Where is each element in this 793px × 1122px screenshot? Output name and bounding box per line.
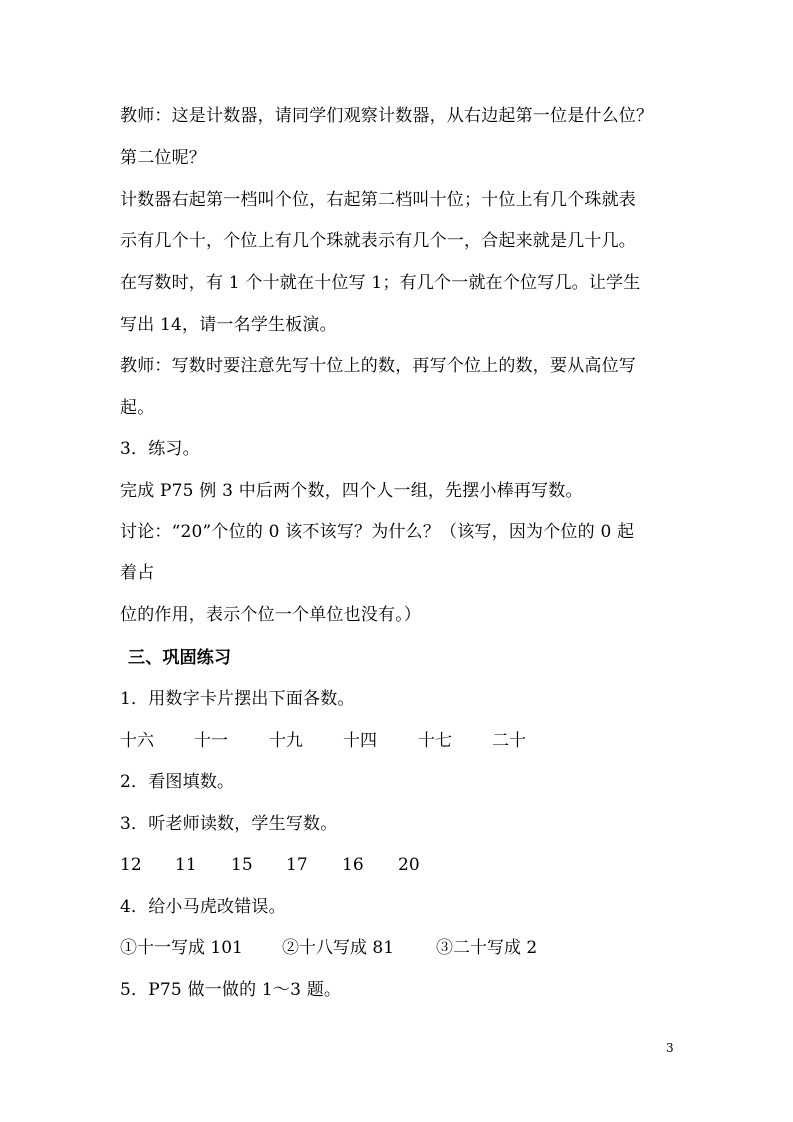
number-word: 十一 bbox=[194, 731, 228, 751]
exercise-item-5: 5．P75 做一做的 1～3 题。 bbox=[120, 980, 342, 1000]
paragraph-line-11: 讨论：“20”个位的 0 该不该写？为什么？（该写，因为个位的 0 起 bbox=[120, 522, 635, 542]
number-value: 16 bbox=[342, 855, 364, 875]
number-word: 十九 bbox=[269, 731, 303, 751]
number-value: 17 bbox=[286, 855, 308, 875]
paragraph-line-6: 写出 14，请一名学生板演。 bbox=[120, 315, 337, 335]
number-value: 12 bbox=[120, 855, 142, 875]
paragraph-line-10: 完成 P75 例 3 中后两个数，四个人一组，先摆小棒再写数。 bbox=[120, 481, 583, 501]
exercise-item-3: 3．听老师读数，学生写数。 bbox=[120, 814, 338, 834]
number-word: 二十 bbox=[492, 731, 526, 751]
numbers-row bbox=[120, 853, 440, 877]
correction-item: ②十八写成 81 bbox=[282, 938, 395, 958]
number-word: 十七 bbox=[418, 731, 452, 751]
number-value: 11 bbox=[175, 855, 197, 875]
section-heading: 三、巩固练习 bbox=[128, 648, 232, 668]
paragraph-line-12: 着占 bbox=[120, 563, 155, 583]
paragraph-line-4: 示有几个十，个位上有几个珠就表示有几个一，合起来就是几十几。 bbox=[120, 231, 636, 251]
paragraph-line-7: 教师：写数时要注意先写十位上的数，再写个位上的数，要从高位写 bbox=[120, 356, 636, 376]
number-value: 20 bbox=[398, 855, 420, 875]
paragraph-line-2: 第二位呢？ bbox=[120, 148, 206, 168]
paragraph-line-9: 3．练习。 bbox=[120, 439, 200, 459]
page-number: 3 bbox=[666, 1041, 674, 1055]
exercise-item-1: 1．用数字卡片摆出下面各数。 bbox=[120, 689, 355, 709]
paragraph-line-3: 计数器右起第一档叫个位，右起第二档叫十位；十位上有几个珠就表 bbox=[120, 190, 636, 210]
exercise-item-2: 2．看图填数。 bbox=[120, 772, 235, 792]
paragraph-line-8: 起。 bbox=[120, 398, 155, 418]
corrections-row bbox=[120, 936, 580, 960]
number-words-row bbox=[120, 729, 580, 753]
paragraph-line-5: 在写数时，有 1 个十就在十位写 1；有几个一就在个位写几。让学生 bbox=[120, 273, 641, 293]
number-word: 十四 bbox=[343, 731, 377, 751]
number-word: 十六 bbox=[120, 731, 154, 751]
number-value: 15 bbox=[231, 855, 253, 875]
correction-item: ①十一写成 101 bbox=[120, 938, 243, 958]
paragraph-line-13: 位的作用，表示个位一个单位也没有。） bbox=[120, 605, 422, 625]
exercise-item-4: 4．给小马虎改错误。 bbox=[120, 897, 286, 917]
correction-item: ③二十写成 2 bbox=[436, 938, 538, 958]
paragraph-line-1: 教师：这是计数器，请同学们观察计数器，从右边起第一位是什么位？ bbox=[120, 106, 654, 126]
